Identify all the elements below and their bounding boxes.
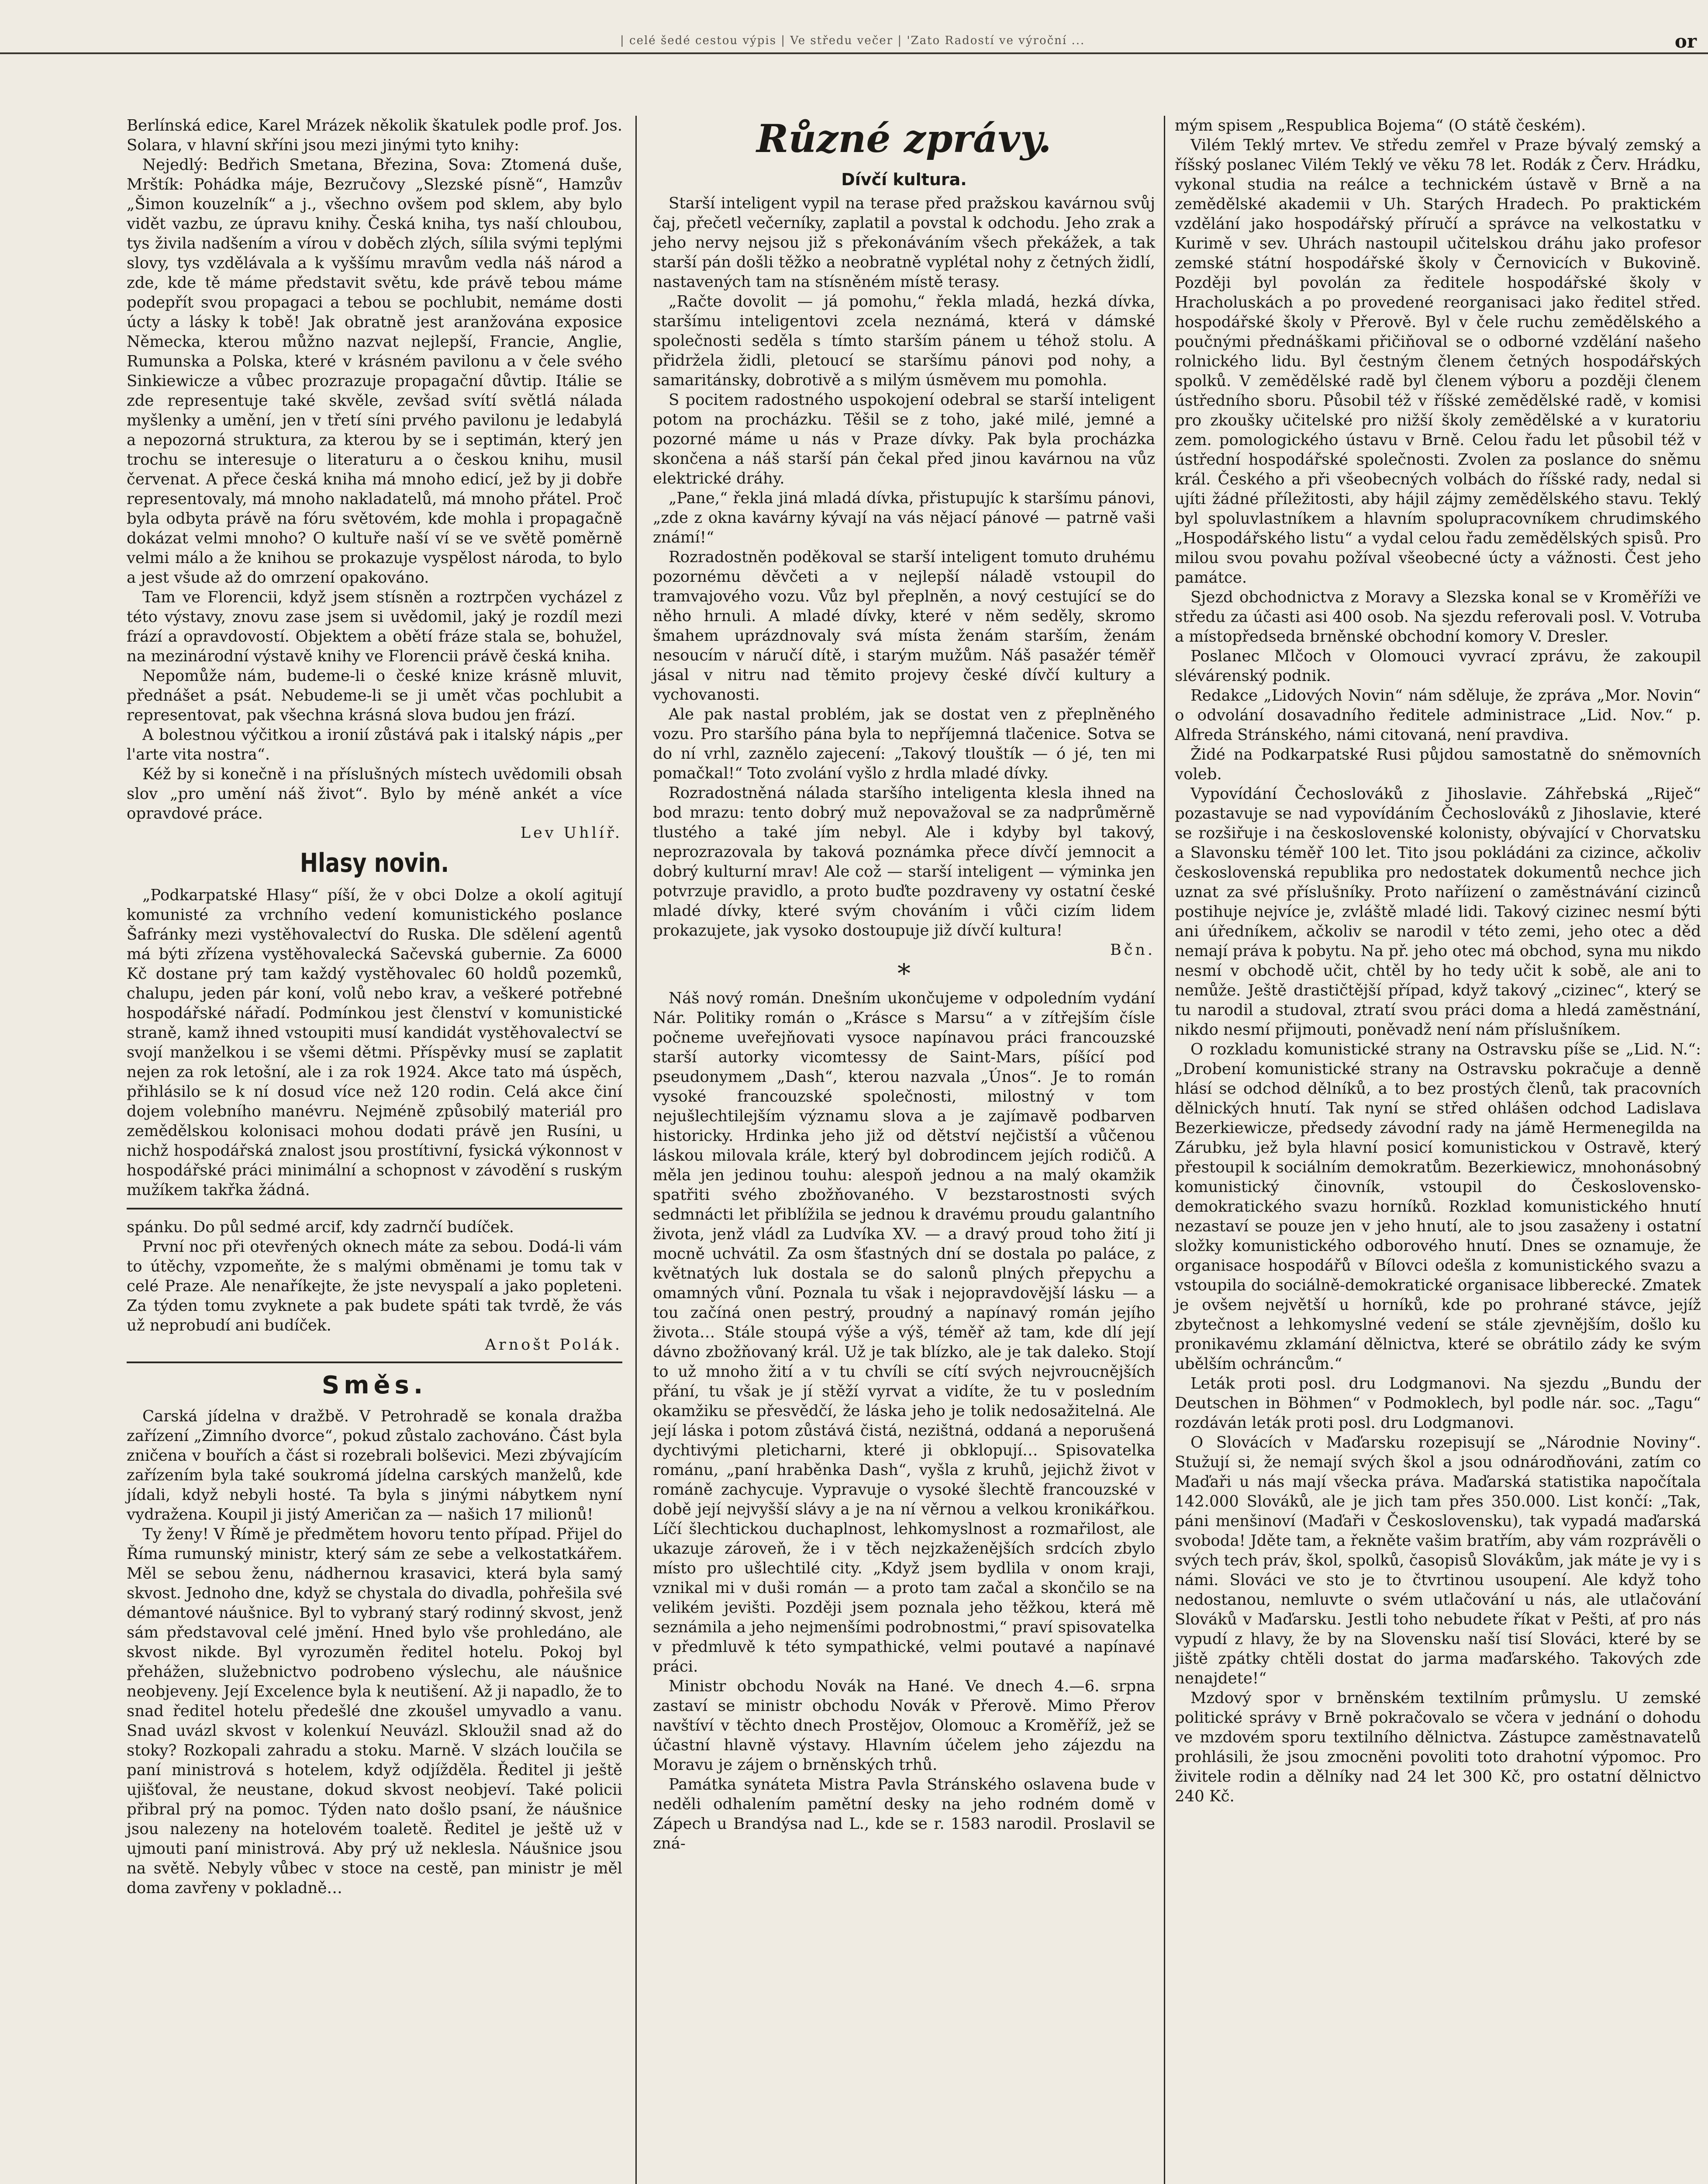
news-item: Redakce „Lidových Novin“ nám sděluje, že zpráva „Mor. Novin“ o odvolání dosavadního ředitele administrace „Lid. Nov.“ p. Alfreda Stránského, námi citovaná, není pravdiva. <box>1175 687 1701 744</box>
news-item: Ty ženy! V Římě je předmětem hovoru tento případ. Přijel do Říma rumunský ministr, který sám ze sebe a velkostatkářem. Měl se sebou ženu, nádhernou krasavici, která byla samý skvost. Jednoho dne, když se chystala do divadla, pohřešila své démantové náušnice. Byl to vybraný starý rodinný skvost, jenž sám představoval celé jmění. Hned bylo vše prohledáno, ale skvost nikde. Byl vyrozuměn ředitel hotelu. Pokoj byl přehážen, služebnictvo podrobeno výslechu, ale náušnice neobjeveny. Její Excelence byla k neutišení. Až ji napadlo, že to snad ředitel hotelu předešlé dne zkoušel umyvadlo a vanu. Snad uvázl skvost v kolenkuí Neuvázl. Skloužil snad až do stoky? Rozkopali zahradu a stoku. Marně. V slzách loučila se paní ministrová s hotelem, když odjížděla. Ředitel ji ještě ujišťoval, že neustane, dokud skvost neobjeví. Také policii přibral prý na pomoc. Týden nato došlo psaní, že náušnice jsou nalezeny na hotelovém toaletě. Ředitel je ještě už v ujmouti paní ministrová. Aby prý už neklesla. Náušnice jsou na světě. Nebyly vůbec v stoce na cestě, pan ministr je měl doma zavřeny v pokladně… <box>127 1525 622 1897</box>
news-item: Mzdový spor v brněnském textilním průmyslu. U zemské politické správy v Brně pokračovalo se včera v jednání o dohodu ve mzdovém sporu textilního dělnictva. Zástupce zaměstnavatelů prohlásili, že jsou zmocněni povoliti toto drahotní výpomoc. Pro živitele rodin a dělníky nad 24 let 300 Kč, pro ostatní dělnictvo 240 Kč. <box>1175 1689 1701 1805</box>
news-item: Sjezd obchodnictva z Moravy a Slezska konal se v Kroměříži ve středu za účasti asi 400 osob. Na sjezdu referovali posl. V. Votruba a místopředseda brněnské obchodní komory V. Dresler. <box>1175 588 1701 646</box>
news-item: Poslanec Mlčoch v Olomouci vyvrací zprávu, že zakoupil slévárenský podnik. <box>1175 647 1701 685</box>
section-heading-hlasy: Hlasy novin. <box>300 848 449 878</box>
article-paragraph: První noc při otevřených oknech máte za sebou. Dodá-li vám to útěchy, vzpomeňte, že s malými obměnami je tomu tak v celé Praze. Ale nenaříkejte, že jste nevyspalí a jako popleteni. Za týden tomu zvyknete a pak budete spáti tak tvrdě, že vás už neprobudí ani budíček. <box>127 1238 622 1334</box>
article-paragraph: Tam ve Florencii, když jsem stísněn a roztrpčen vycházel z této výstavy, znovu zase jsem si uvědomil, jaký je rozdíl mezi frází a opravdovostí. Objektem a obětí fráze stala se, bohužel, na mezinárodní výstavě knihy ve Florencii právě česká kniha. <box>127 588 622 665</box>
article-paragraph: Kéž by si konečně i na příslušných místech uvědomili obsah slov „pro umění náš život“. Bylo by méně ankét a více opravdové práce. <box>127 765 622 822</box>
column-divider-2 <box>1164 116 1165 2184</box>
article-paragraph: Starší inteligent vypil na terase před pražskou kavárnou svůj čaj, přečetl večerníky, zaplatil a povstal k odchodu. Jeho zrak a jeho nervy nejsou již s překonáváním všech překážek, a tak starší pán došli těžko a neobratně vyplétal nohy z četných židlí, nastavených tam na stísněném místě terasy. <box>653 194 1155 291</box>
page-header <box>0 0 1708 66</box>
article-paragraph: „Račte dovolit — já pomohu,“ řekla mladá, hezká dívka, staršímu inteligentovi zcela neznámá, která v dámské společnosti seděla s tímto starším pánem u téhož stolu. A přidržela židli, pletoucí se staršímu pánovi pod nohy, a samaritánsky, dobrotivě a s milým úsměvem mu pomohla. <box>653 293 1155 389</box>
article-heading: Dívčí kultura. <box>841 170 967 189</box>
article-paragraph: Rozradostněná nálada staršího inteligenta klesla ihned na bod mrazu: tento dobrý muž nepovažoval se za nadprůměrně tlustého a také jím nebyl. Ale i kdyby byl takový, neprozrazovala by taková poznámka přece dívčí jemnocit a dobrý kulturní mrav! Ale což — starší inteligent — výminka jen potvrzuje pravidlo, a proto buďte pozdraveny vy ostatní české mladé dívky, které svým chováním i vůči cizím lidem prokazujete, jak vysoko dostoupuje již dívčí kultura! <box>653 784 1155 940</box>
article-paragraph: A bolestnou výčitkou a ironií zůstává pak i italský nápis „per l'arte vita nostra“. <box>127 726 622 764</box>
article-paragraph: Ale pak nastal problém, jak se dostat ven z přeplněného vozu. Pro staršího pána byla to nepříjemná tlačenice. Sotva se do ní vrhl, zaznělo zajecení: „Takový tlouštík — ó jé, ten mi pomačkal!“ Toto zvolání vyšlo z hrdla mladé dívky. <box>653 705 1155 782</box>
news-item: Památka synáteta Mistra Pavla Stránského oslavena bude v neděli odhalením pamětní desky na jeho rodném domě v Zápech u Brandýsa nad L., kde se r. 1583 narodil. Proslavil se zná- <box>653 1776 1155 1852</box>
section-heading-ruzne-zpravy: Různé zprávy. <box>756 116 1052 161</box>
news-item: O Slovácích v Maďarsku rozepisují se „Národnie Noviny“. Stužují si, že nemají svých škol a jsou odnárodňováni, zatím co Maďaři u nás mají všecka práva. Maďarská statistika napočítala 142.000 Slováků, ale je jich tam přes 350.000. List končí: „Tak, páni menšinoví (Maďaři v Československu), tak vypadá maďarská svoboda! Jděte tam, a řekněte vašim bratřím, aby vám rozprávěli o svých tech práv, škol, spolků, časopisů Slovákům, jak máte je vy i s námi. Slováci ve sto je to čtvrtinou usoupení. Ale když toho nedostanou, nemluvte o svém utlačování u nás, ale utlačování Slováků v Maďarsku. Jestli toho nebudete říkat v Pešti, ať pro nás vypudí z hlavy, že by na Slovensku naší tisí Slováci, které by se jiště zpátky chtěli dostat do jarma maďarského. Takových zde nenajdete!“ <box>1175 1434 1701 1687</box>
author-signature: Bčn. <box>1110 941 1155 959</box>
article-paragraph: „Pane,“ řekla jiná mladá dívka, přistupujíc k staršímu pánovi, „zde z okna kavárny kývají na vás nějací pánové — patrně vaši známí!“ <box>653 489 1155 546</box>
section-heading-smes: Směs. <box>321 1371 428 1400</box>
news-item: Židé na Podkarpatské Rusi půjdou samostatně do sněmovních voleb. <box>1175 746 1701 783</box>
column-right <box>1175 116 1701 1806</box>
column-middle <box>653 116 1155 1853</box>
article-paragraph: Rozradostněn poděkoval se starší inteligent tomuto druhému pozornému děvčeti a v nejlepší náladě vstoupil do tramvajového vozu. Vůz byl přeplněn, a nový cestující se do něho hrnuli. A mladé dívky, které v něm seděly, skromo šmahem uprázdnovaly svá místa ženám starším, ženám nesoucím v náručí dítě, i starým mužům. Náš pasažér téměř jásal v nitru nad těmito projevy české dívčí kultury a vychovanosti. <box>653 548 1155 704</box>
article-paragraph: S pocitem radostného uspokojení odebral se starší inteligent potom na procházku. Těšil se z toho, jaké milé, jemné a pozorné máme u nás v Praze dívky. Pak byla procházka skončena a náš starší pán čekal před jinou kavárnou na vůz elektrické dráhy. <box>653 391 1155 487</box>
news-item: O rozkladu komunistické strany na Ostravsku píše se „Lid. N.“: „Drobení komunistické strany na Ostravsku pokračuje a denně hlásí se odchod dělníků, a to bez prostých členů, tak pracovních dělnických hnutí. Tak nyní se střed ohlášen odchod Ladislava Bezerkiewicze, předsedy závodní rady na jámě Hermenegilda na Zárubku, jež byla hlavní posicí komunistickou v Ostravě, který přestoupil k sociálním demokratům. Bezerkiewicz, mnohonásobný komunistický činovník, vstoupil do Československo-demokratického svazu horníků. Rozklad komunistického hnutí nezastaví se pouze jen v jeho hnutí, ale to jsou zasaženy i ostatní složky komunistického odborového hnutí. Dnes se oznamuje, že organisace hospodářů v Bílovci odešla z komunistického svazu a vstoupila do sociálně-demokratické organisace libberecké. Zmatek je ovšem největší u horníků, kde po prohrané stávce, jejíž zbytečnost a lehkomyslné vedení se stále zjevnějším, došlo ku pronikavému zklamání dělnictva, které se obrátilo zády ke svým ubělším ochráncům.“ <box>1175 1040 1701 1373</box>
header-rule <box>0 52 1708 54</box>
section-rule <box>127 1362 622 1363</box>
author-signature: Arnošt Polák. <box>485 1336 622 1354</box>
column-left <box>127 116 622 1898</box>
column-divider-1 <box>635 116 637 2184</box>
author-signature: Lev Uhlíř. <box>520 824 622 842</box>
article-paragraph: Nepomůže nám, budeme-li o české knize krásně mluvit, přednášet a psát. Nebudeme-li se ji umět včas pochlubit a representovat, pak všechna krásná slova budou jen frází. <box>127 667 622 724</box>
news-item: Vypovídání Čechoslováků z Jihoslavie. Záhřebská „Riječ“ pozastavuje se nad vypovídáním Čechoslováků z Jihoslavie, které se rozšiřuje i na československé kolonisty, obývající v Chorvatsku a Slavonsku téměř 100 let. Tito jsou pokládáni za cizince, ačkoliv československá republika pro nedostatek dokumentů nechce jich uznat za své příslušníky. Proto naříizení o zaměstnávání cizinců postihuje nejvíce je, zvláště mladé lidi. Takový cizinec nesmí býti ani úředníkem, ačkoliv se narodil v této zemi, jeho otec a děd nemají práva k pobytu. Na př. jeho otec má obchod, syna mu nikdo nesmí v obchodě učit, chtěl by ho tedy učit k sobě, ale ani to nemůže. Ještě drastičtější případ, když takový „cizinec“, který se tu narodil a studoval, ztratí svou práci doma a hledá zaměstnání, nikdo nesmí přijmouti, poněvadž není nám příslušníkem. <box>1175 785 1701 1039</box>
article-paragraph: Berlínská edice, Karel Mrázek několik škatulek podle prof. Jos. Solara, v hlavní skříni jsou mezi jinými tyto knihy: <box>127 117 622 154</box>
news-item: Leták proti posl. dru Lodgmanovi. Na sjezdu „Bundu der Deutschen in Böhmen“ v Podmoklech, byl podle nár. soc. „Tagu“ rozdáván leták proti posl. dru Lodgmanovi. <box>1175 1375 1701 1432</box>
masthead-text: | celé šedé cestou výpis | Ve středu večer | 'Zato Radostí ve výroční ... <box>620 34 1085 47</box>
asterisk-separator: * <box>897 958 911 989</box>
section-rule <box>127 1208 622 1209</box>
article-paragraph: spánku. Do půl sedmé arcif, kdy zadrnčí budíček. <box>127 1218 514 1236</box>
article-paragraph: „Podkarpatské Hlasy“ píší, že v obci Dolze a okolí agitují komunisté za vrchního vedení komunistického poslance Šafránky mezi vystěhovalectví do Ruska. Dle sdělení agentů má býti zřízena vystěhovalecká Sačevská gubernie. Za 6000 Kč dostane prý tam každý vystěhovalec 60 holdů pozemků, chalupu, jeden pár koní, volů nebo krav, a veškeré potřebné hospodářské nářadí. Podmínkou jest členství v komunistické straně, kamž ihned vstoupiti musí kandidát vystěhovalectví se svojí manželkou i se všemi dětmi. Příspěvky musí se zaplatit nejen za rok letošní, ale i za rok 1924. Akce tato má úspěch, přihlásilo se k ní dosud více než 120 rodin. Celá akce činí dojem volebního manévru. Nejméně způsobilý materiál pro zemědělskou kolonisaci mohou dodati právě jen Rusíni, u nichž hospodářská znalost jsou prostítivní, fysická výkonnost v hospodářské práci minimální a schopnost v závodění s ruským mužíkem takřka žádná. <box>127 886 622 1199</box>
news-item: Ministr obchodu Novák na Hané. Ve dnech 4.—6. srpna zastaví se ministr obchodu Novák v Přerově. Mimo Přerov navštíví v těchto dnech Prostějov, Olomouc a Kroměříž, jež se účastní hlavně výstavy. Hlavním účelem jeho zájezdu na Moravu je zájem o brněnských trhů. <box>653 1677 1155 1774</box>
article-paragraph: Nejedlý: Bedřich Smetana, Březina, Sova: Ztomená duše, Mrštík: Pohádka máje, Bezručovy „Slezské písně“, Hamzův „Šimon kouzelník“ a j., všechno ovšem pod sklem, aby bylo vidět vazbu, ze úpravu knihy. Česká kniha, tys naší chloubou, tys živila nadšením a vírou v doběch zlých, sílila svými teplými slovy, tys vzdělávala a k vyššímu mravům vedla náš národ a zde, kde tě máme představit světu, kde právě tebou máme podepřít svou propagaci a tebou se pochlubit, nemáme dosti úcty a lásky k tobě! Jak obratně jest aranžována exposice Německa, kterou můžno nazvat nejlepší, Francie, Anglie, Rumunska a Polska, které v krásném pavilonu a v čele svého Sinkiewicze a vůbec prozrazuje propagační důvtip. Itálie se zde representuje také skvěle, zevšad svítí světlá nálada myšlenky a umění, jen v třetí síni prvého pavilonu je ledabylá a nepozorná struktura, za kterou by se i septimán, který jen trochu se interesuje o literaturu a o českou knihu, musil červenat. A přece česká kniha má mnoho edicí, jež by ji dobře representovaly, má mnoho nakladatelů, má mnoho přátel. Proč byla odbyta právě na fóru světovém, kde mohla i propagačně dokázat velmi mnoho? O kultuře naší ví se ve světě poměrně velmi málo a že knihou se prokazuje vyspělost národa, to bylo a jest všude až do omrzení opakováno. <box>127 156 622 587</box>
news-item: Náš nový román. Dnešním ukončujeme v odpoledním vydání Nár. Politiky román o „Krásce s Marsu“ a v zítřejším čísle počneme uveřejňovati vysoce napínavou práci francouzské starší autorky vicomtessy de Saint-Mars, píšící pod pseudonymem „Dash“, kterou nazvala „Únos“. Je to román vysoké francouzské společnosti, milostný v tom nejušlechtilejším významu slova a je zajímavě podbarven historicky. Hrdinka jeho již od dětství nejčistší a vůčenou láskou milovala krále, který byl dobrodincem jejích rodičů. A měla jen jedinou touhu: alespoň jednou a na malý okamžik spatřiti svého zbožňovaného. V bezstarostnosti svých sedmnácti let přiblížila se jednou k dravému proudu galantního života, jenž vládl za Ludvíka XV. — a dravý proud toho žití ji mocně uchvátil. Za osm šťastných dní se dostala po paláce, z květnatých luk dostala se do salonů plných přepychu a omamných vůní. Poznala tu však i nejopravdovější lásku — a tou začíná onen pestrý, proudný a napínavý román jejího života… Stále stoupá výše a výš, téměř až tam, kde dlí její dávno zbožňovaný král. Už je tak blízko, ale je tak daleko. Stojí to už mnoho žití a v tu chvíli se cítí svých nejvroucnějších přání, tu však je jí stěží vyrvat a vidíte, že tu v posledním okamžiku se přesvědčí, že láska jeho je tolik nedosažitelná. Ale její láska i potom zůstává čistá, nezištná, oddaná a neporušená dychtivými pleticharni, které ji obklopují… Spisovatelka románu, „paní hraběnka Dash“, vyšla z kruhů, jejichž život v románě zachycuje. Vypravuje o vysoké šlechtě francouzské v době její nejvyšší slávy a je na ní věrnou a velkou kronikářkou. Líčí šlechtickou duchaplnost, lehkomyslnost a rozmařilost, ale ukazuje zároveň, že i v těch nejzkaženějších srdcích zbylo místo pro ušlechtilé city. „Když jsem bydlila v onom kraji, vznikal mi v duši román — a proto tam začal a skončilo se na velikém jevišti. Později jsem poznala jeho těžkou, která mě seznámila a jeho nejmenšími podrobnostmi,“ praví spisovatelka v předmluvě k této sympathické, velmi poutavé a napínavé práci. <box>653 989 1155 1676</box>
news-item: Vilém Teklý mrtev. Ve středu zemřel v Praze bývalý zemský a říšský poslanec Vilém Teklý ve věku 78 let. Rodák z Červ. Hrádku, vykonal studia na reálce a technickém ústavě v Brně a na zemědělské akademii v Uh. Starých Hradech. Po praktickém vzdělání jako hospodářský příručí a správce na velkostatku v Kurimě v sev. Uhrách nastoupil učitelskou dráhu jako profesor zemské státní hospodářské školy v Černovicích v Bukovině. Později byl povolán za ředitele hospodářské školy v Hracholuskách a po provedené reorganisaci jako ředitel střed. hospodářské školy v Přerově. Byl v čele ruchu zemědělského a poučnými přednáškami přičiňoval se o odborné vzdělání našeho rolnického lidu. Byl čestným členem četných hospodářských spolků. V zemědělské radě byl členem výboru a později členem ústředního sboru. Působil též v říšské zemědělské radě, v komisi pro zkoušky učitelské pro nižší školy zemědělské a v kuratoriu zem. pomologického ústavu v Brně. Celou řadu let působil též v ústřední hospodářské společnosti. Zvolen za poslance do sněmu král. Českého a při všeobecných volbách do říšské rady, nedal si ujíti žádné příležitosti, aby hájil zájmy zemědělského stavu. Teklý byl spoluvlastníkem a hlavním spolupracovníkem chrudimského „Hospodářského listu“ a vydal celou řadu zemědělských spisů. Pro milou svou povahu požíval všeobecné úcty a vážnosti. Čest jeho památce. <box>1175 136 1701 587</box>
page-number: or <box>1674 31 1697 52</box>
news-item: Carská jídelna v dražbě. V Petrohradě se konala dražba zařízení „Zimního dvorce“, pokud zůstalo zachováno. Část byla zničena v bouřích a část si rozebrali bolševici. Mezi zbývajícím zařízením byla také soukromá jídelna carských manželů, kde jídali, když nebyli hosté. Ta byla s jinými nábytkem nyní vydražena. Koupil ji jistý Američan za — našich 17 milionů! <box>127 1407 622 1524</box>
news-item: mým spisem „Respublica Bojema“ (O státě českém). <box>1175 117 1586 135</box>
